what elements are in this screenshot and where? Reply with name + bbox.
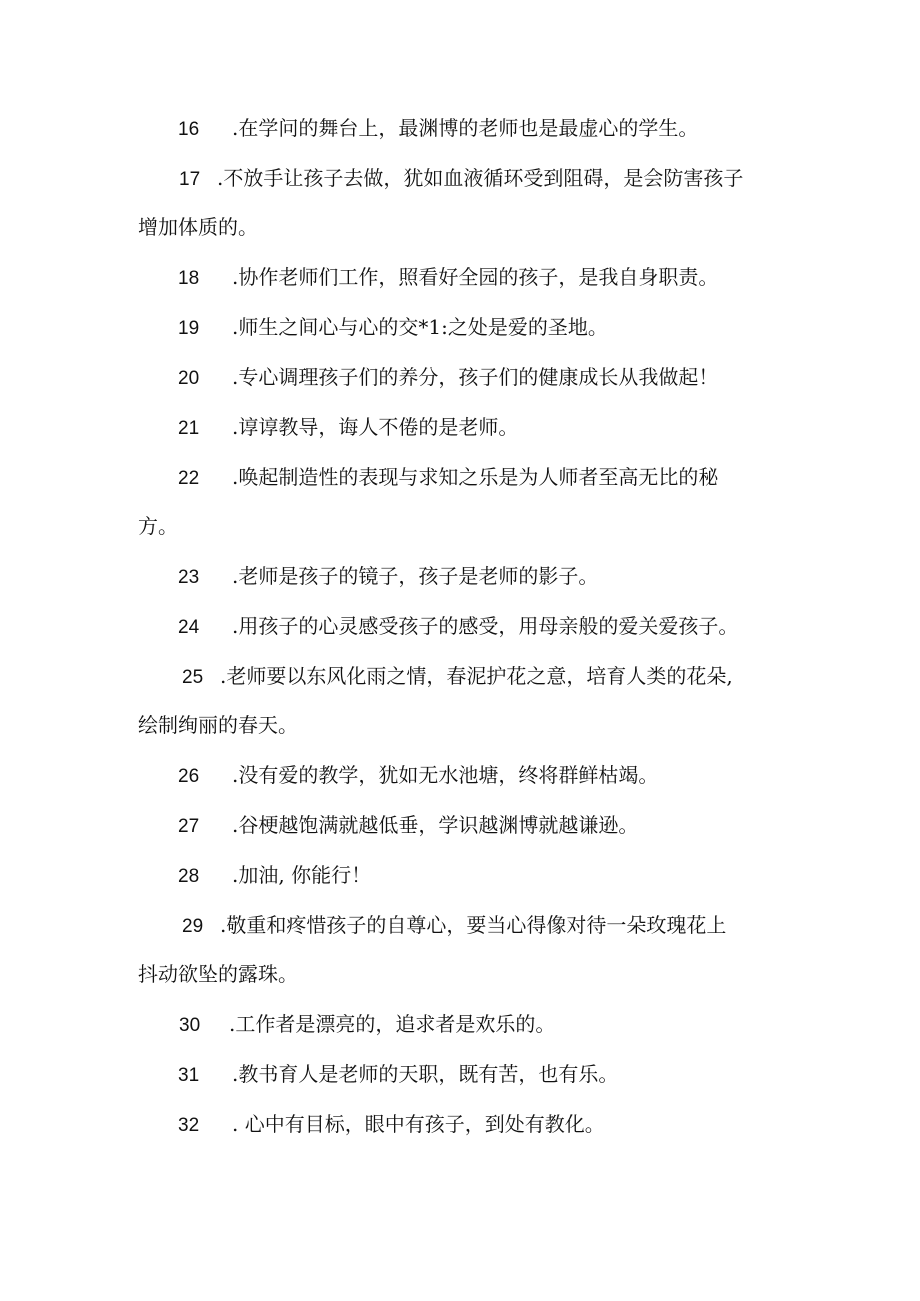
item-number: 25 [182,667,204,688]
list-item [138,465,788,538]
list-item [138,614,788,638]
item-number: 27 [178,816,200,837]
item-text: .敬重和疼惜孩子的自尊心，要当心得像对待一朵玫瑰花上 [220,913,727,937]
item-number: 24 [178,617,200,638]
item-text: .唤起制造性的表现与求知之乐是为人师者至高无比的秘 [232,465,719,489]
item-text-continued: 抖动欲坠的露珠。 [138,962,298,986]
item-text: .工作者是漂亮的，追求者是欢乐的。 [229,1012,556,1036]
list-item [138,365,788,389]
list-item [138,564,788,588]
item-number: 21 [178,418,200,439]
item-number: 22 [178,468,200,489]
item-text: .没有爱的教学，犹如无水池塘，终将群鲜枯竭。 [232,763,659,787]
item-text: .教书育人是老师的天职，既有苦，也有乐。 [232,1062,619,1086]
item-number: 30 [179,1015,201,1036]
list-item [138,763,788,787]
item-text-continued: 绘制绚丽的春天。 [138,713,298,737]
item-text: .专心调理孩子们的养分，孩子们的健康成长从我做起！ [232,365,719,389]
item-text-continued: 增加体质的。 [138,215,258,239]
item-text: .用孩子的心灵感受孩子的感受，用母亲般的爱关爱孩子。 [232,614,739,638]
item-text: .老师是孩子的镜子，孩子是老师的影子。 [232,564,599,588]
item-number: 28 [178,866,200,887]
list-item [138,1112,788,1136]
quote-list [138,116,788,1136]
item-number: 31 [178,1065,200,1086]
list-item [138,863,788,887]
item-text: .加油, 你能行！ [232,863,372,887]
item-number: 20 [178,368,200,389]
list-item [138,1012,788,1036]
item-number: 19 [178,318,200,339]
item-number: 18 [178,268,200,289]
item-text: .在学问的舞台上，最渊博的老师也是最虚心的学生。 [232,116,699,140]
item-number: 17 [179,169,201,190]
list-item [138,315,788,339]
list-item [138,166,788,239]
item-text: .协作老师们工作，照看好全园的孩子，是我自身职责。 [232,265,719,289]
list-item [138,813,788,837]
list-item [138,116,788,140]
list-item [138,1062,788,1086]
item-text-continued: 方。 [138,514,178,538]
item-text: .谷梗越饱满就越低垂，学识越渊博就越谦逊。 [232,813,639,837]
item-number: 26 [178,766,200,787]
item-text: .师生之间心与心的交*1:之处是爱的圣地。 [232,315,608,339]
item-text: .不放手让孩子去做，犹如血液循环受到阻碍，是会防害孩子 [217,166,744,190]
item-text: .谆谆教导，诲人不倦的是老师。 [232,415,519,439]
list-item [138,913,788,986]
item-text: .老师要以东风化雨之情，春泥护花之意，培育人类的花朵, [220,664,733,688]
item-number: 23 [178,567,200,588]
item-number: 16 [178,119,200,140]
list-item [138,415,788,439]
list-item [138,265,788,289]
item-number: 32 [178,1115,200,1136]
item-text: . 心中有目标，眼中有孩子，到处有教化。 [232,1112,605,1136]
item-number: 29 [182,916,204,937]
list-item [138,664,788,737]
